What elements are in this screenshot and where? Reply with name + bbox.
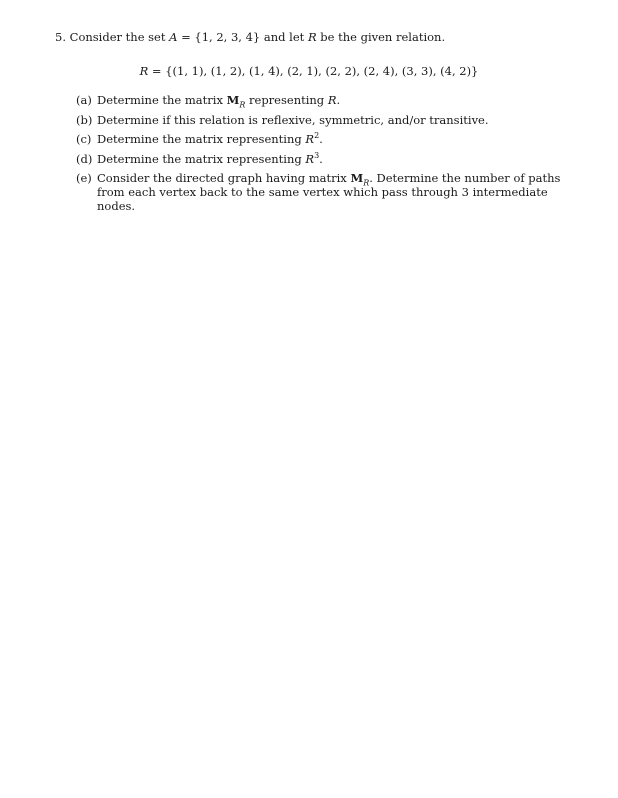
set-name: A [169, 30, 178, 44]
matrix-subscript: R [239, 100, 246, 110]
relation-pairs: = {(1, 1), (1, 2), (1, 4), (2, 1), (2, 2), (2, 4), (3, 3), (4, 2)} [148, 64, 479, 78]
relation-name: R [307, 30, 317, 44]
subquestion-text [97, 132, 586, 146]
subquestion-text: Determine if this relation is reflexive, symmetric, and/or transitive. [97, 112, 489, 127]
subquestion-text [97, 171, 586, 213]
matrix-symbol: M [350, 171, 364, 186]
matrix-symbol: M [226, 93, 240, 107]
problem-number: 5. [55, 30, 66, 44]
subquestion-text [97, 152, 586, 166]
subquestion-label: (e) [76, 171, 92, 186]
text-run: . Determine the number of paths from each vertex back to the same vertex which pass through 3 intermediate nodes. [97, 171, 561, 214]
subquestion-list [76, 93, 586, 219]
text-run: Consider the directed graph having matrix [97, 171, 351, 186]
subquestion-text [97, 93, 586, 110]
exponent: 3 [314, 150, 320, 160]
text-run: . [336, 93, 341, 107]
subquestion-d [76, 152, 586, 166]
subquestion-label: (a) [76, 93, 92, 107]
relation-symbol: R [139, 64, 149, 78]
relation-symbol: R [305, 132, 315, 147]
intro-prefix: Consider the set [69, 30, 170, 44]
relation-symbol: R [327, 93, 337, 107]
relation-definition [0, 64, 618, 79]
subquestion-e [76, 171, 586, 213]
text-run: . [319, 151, 323, 166]
exponent: 2 [314, 131, 320, 141]
matrix-subscript: R [363, 178, 370, 188]
text-run: . [319, 132, 323, 147]
text-run: Determine the matrix representing [97, 132, 306, 147]
relation-symbol: R [305, 151, 315, 166]
problem-statement [55, 30, 595, 45]
intro-suffix: be the given relation. [316, 30, 446, 44]
subquestion-label: (d) [76, 151, 93, 166]
text-run: representing [245, 93, 328, 107]
text-run: Determine the matrix representing [97, 151, 306, 166]
set-value: = {1, 2, 3, 4} [177, 30, 261, 44]
subquestion-a [76, 93, 586, 110]
text-run: Determine the matrix [97, 93, 227, 107]
subquestion-label: (c) [76, 132, 92, 147]
subquestion-label: (b) [76, 112, 93, 127]
subquestion-b [76, 113, 586, 127]
subquestion-c [76, 132, 586, 146]
intro-mid: and let [260, 30, 308, 44]
